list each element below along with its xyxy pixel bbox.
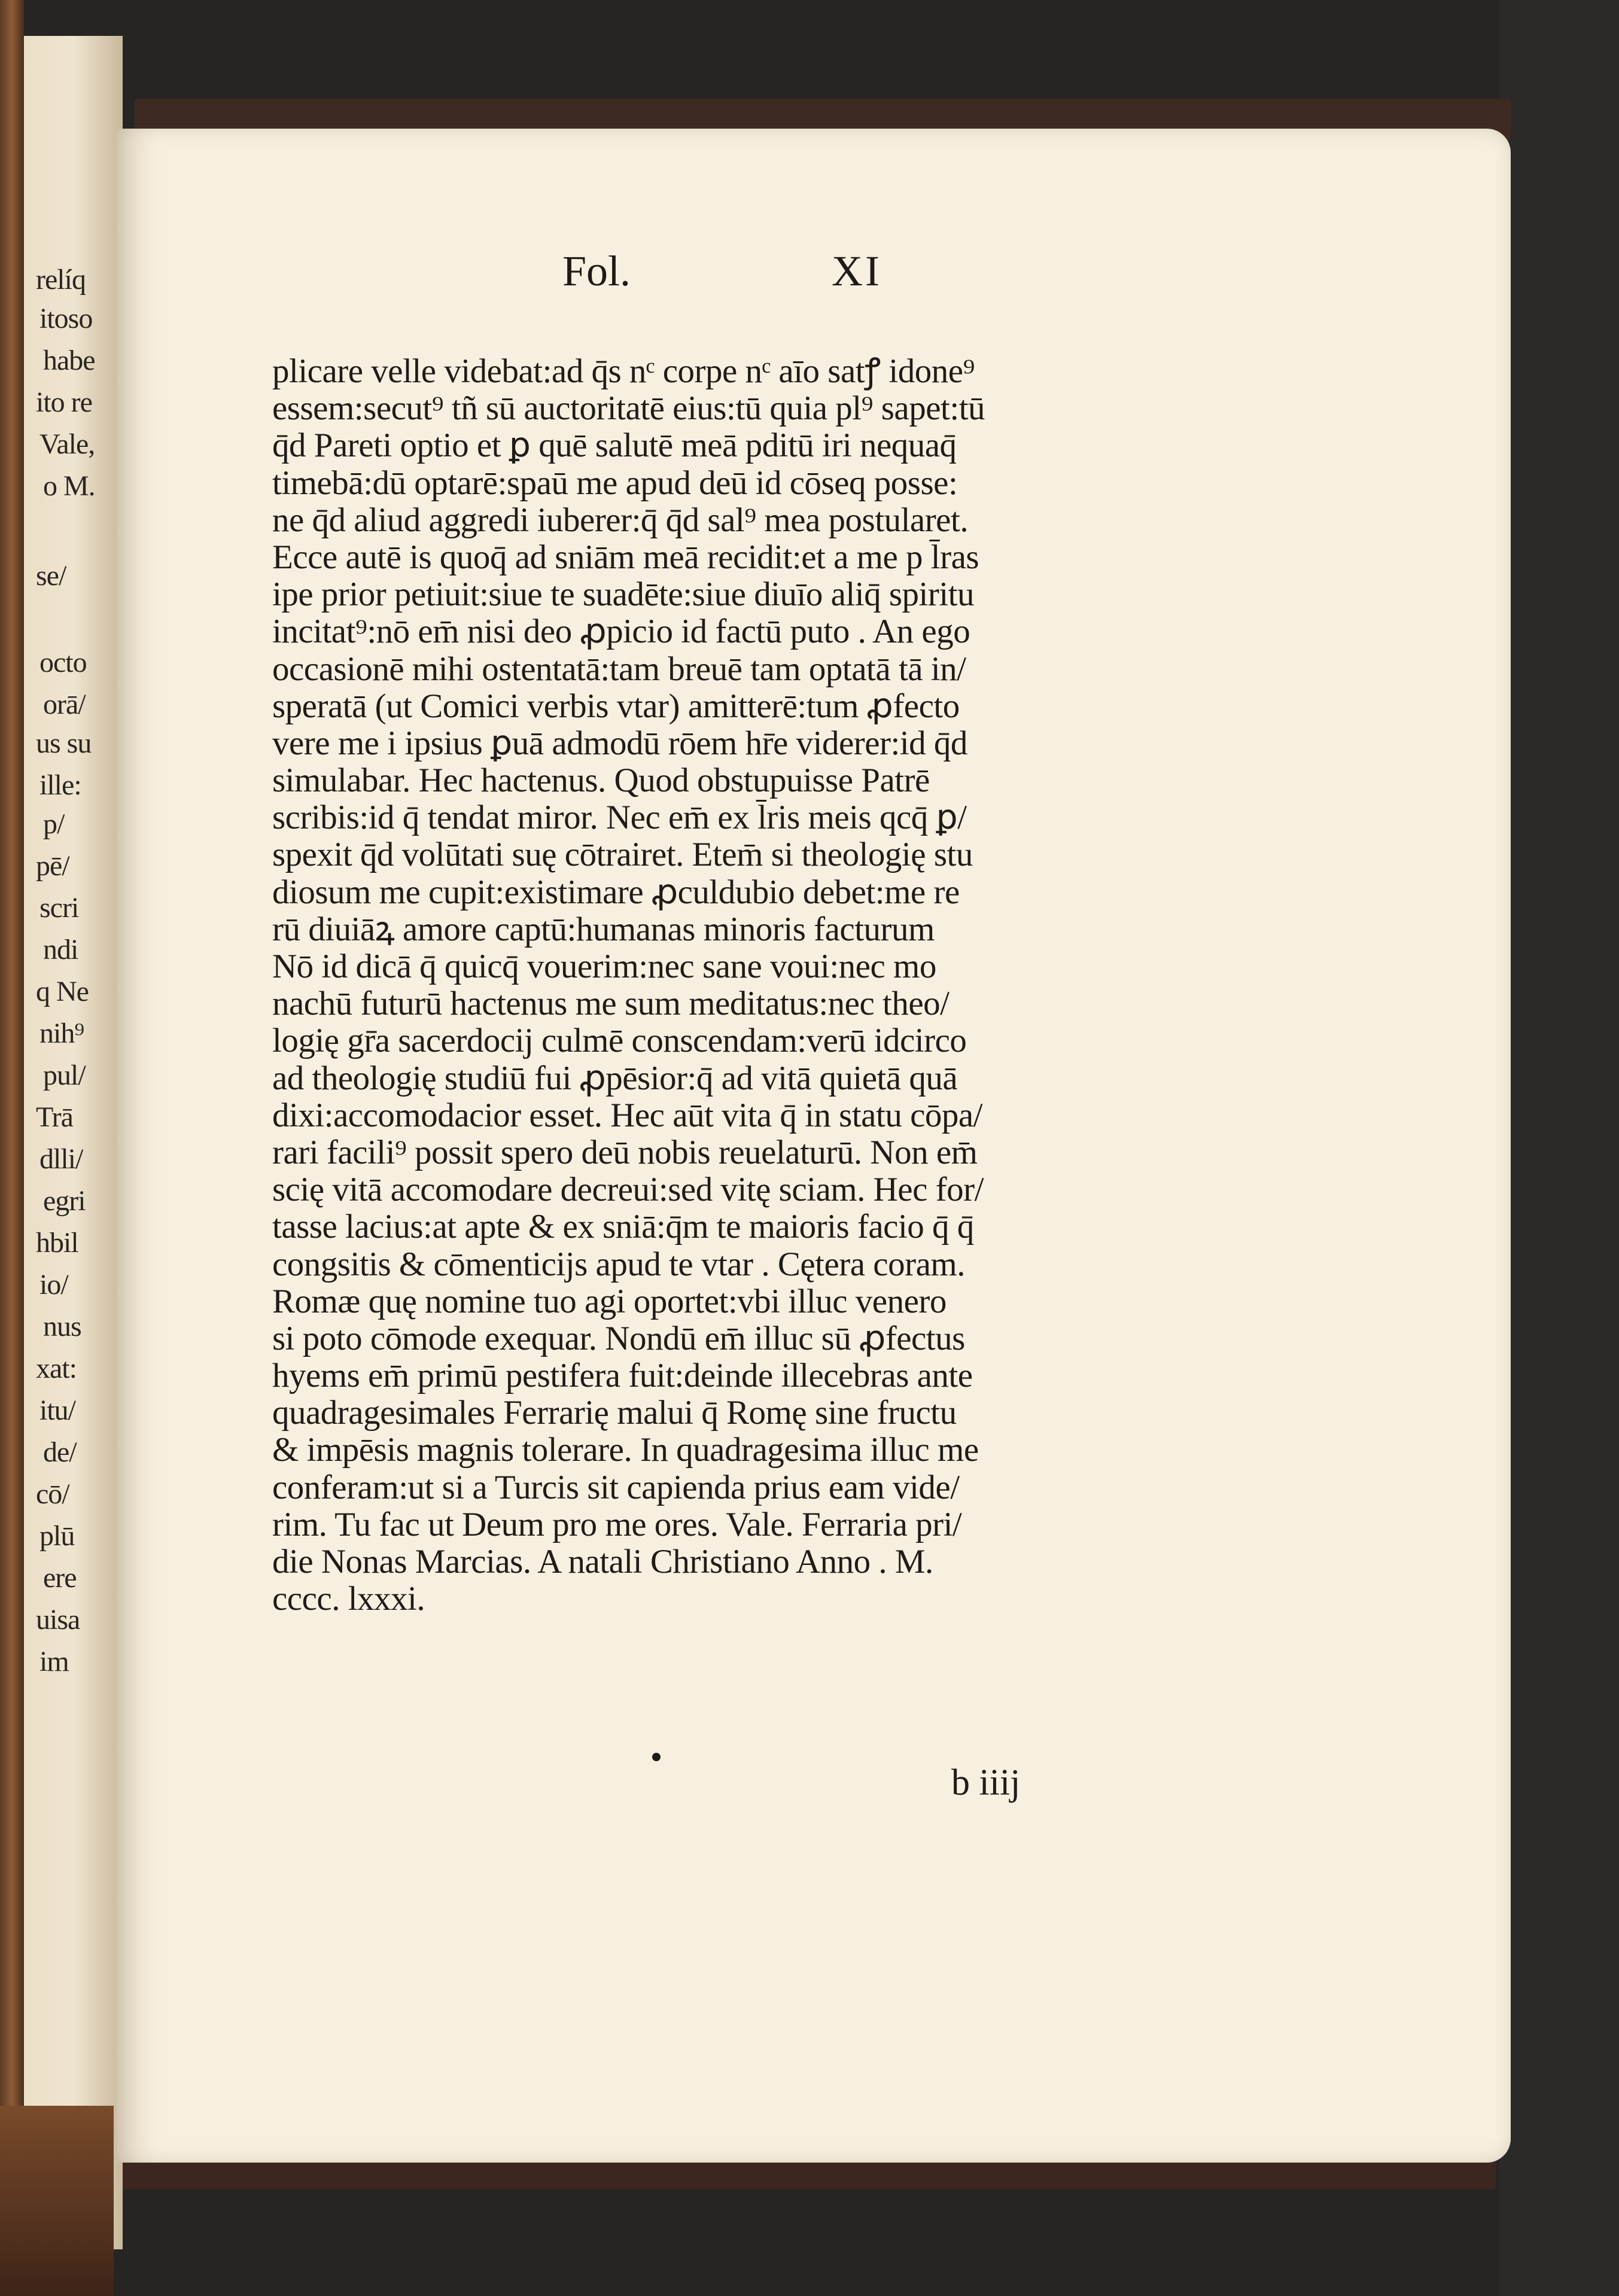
left-page-fragment: q Ne [36,976,89,1007]
text-line: ipe prior petiuit:siue te suadēte:siue diuīo aliq̄ spiritu [272,575,975,614]
text-line: timebā:dū optarē:spaū me apud deū id cōseq posse: [272,464,958,502]
left-page-fragment: se/ [36,560,66,592]
printer-dot [652,1753,661,1761]
text-line: rim. Tu fac ut Deum pro me ores. Vale. Ferraria pri/ [272,1505,962,1543]
text-line: diosum me cupit:existimare ꝓculdubio debet:me re [272,873,960,911]
text-line: cccc. lxxxi. [272,1580,425,1618]
left-page-fragment: habe [43,345,95,376]
left-page-fragment: us su [36,727,92,759]
text-line: ad theologię studiū fui ꝓpēsior:q̄ ad vitā quietā quā [272,1059,958,1097]
text-line: essem:secut⁹ tñ sū auctoritatē eius:tū quia pl⁹ sapet:tū [272,389,985,428]
left-page-fragment: io/ [39,1269,68,1301]
text-line: Nō id dicā q̄ quicq̄ vouerim:nec sane voui:nec mo [272,948,936,985]
background-right [1499,0,1619,2296]
text-line: die Nonas Marcias. A natali Christiano Anno . M. [272,1543,933,1581]
text-line: tasse lacius:at apte & ex sniā:q̄m te maioris facio q̄ q̄ [272,1208,974,1246]
text-line: Romæ quę nomine tuo agi oportet:vbi illuc venero [272,1282,947,1320]
left-page-fragment: ito re [36,386,92,418]
left-page-fragment: relíq [36,264,86,296]
left-page-fragment: im [39,1646,69,1677]
text-line: vere me i ipsius ꝑuā admodū rōem hr̄e viderer:id q̄d [272,724,967,762]
text-line: plicare velle videbat:ad q̄s nᶜ corpe nᶜ aīo satꝭ idone⁹ [272,352,975,390]
book-spine [0,0,24,2296]
left-page-fragment: ere [43,1562,77,1594]
text-line: si poto cōmode exequar. Nondū em̄ illuc sū ꝓfectus [272,1319,965,1357]
text-line: congsitis & cōmenticijs apud te vtar . Cętera coram. [272,1245,965,1283]
text-line: ne q̄d aliud aggredi iuberer:q̄ q̄d sal⁹ mea postularet. [272,501,969,539]
text-line: simulabar. Hec hactenus. Quod obstupuisse Patrē [272,762,930,800]
left-page-fragment: scri [39,892,79,924]
left-page-fragment: pul/ [43,1059,86,1091]
text-line: Ecce autē is quoq̄ ad sniām meā recidit:et a me p l̄ras [272,538,979,576]
text-line: scribis:id q̄ tendat miror. Nec em̄ ex l̄ris meis qcq̄ ꝑ/ [272,799,967,837]
text-line: rari facili⁹ possit spero deū nobis reuelaturū. Non em̄ [272,1133,978,1171]
left-page-fragment: o M. [43,470,95,502]
left-page-fragment: itu/ [39,1394,76,1426]
left-page-fragment: hbil [36,1227,78,1259]
left-page-fragment: pē/ [36,850,69,882]
left-page-fragment: uisa [36,1604,80,1636]
left-page-fragment: Vale, [39,428,95,460]
folio-number: XI [832,247,882,295]
text-line: speratā (ut Comici verbis vtar) amitterē:tum ꝓfecto [272,687,960,725]
text-line: spexit q̄d volūtati suę cōtrairet. Etem̄ si theologię stu [272,836,973,874]
text-line: incitat⁹:nō em̄ nisi deo ꝓpicio id factū puto . An ego [272,613,970,651]
text-line: quadragesimales Ferrarię malui q̄ Romę sine fructu [272,1394,957,1432]
left-page-fragment: nus [43,1311,81,1342]
left-page-fragment: plū [39,1520,75,1552]
left-page-fragment: Trā [36,1101,73,1133]
left-page-fragment: itoso [39,303,93,334]
text-line: & impēsis magnis tolerare. In quadragesima illuc me [272,1431,979,1469]
left-page-fragment: de/ [43,1436,77,1468]
left-page-fragment: egri [43,1185,86,1217]
text-line: conferam:ut si a Turcis sit capienda prius eam vide/ [272,1468,960,1506]
left-page-fragment: orā/ [43,689,86,720]
left-page-fragment: octo [39,647,87,678]
left-page-fragment: dlli/ [39,1143,83,1175]
text-line: dixi:accomodacior esset. Hec aūt vita q̄ in statu cōpa/ [272,1096,983,1134]
left-page-fragment: nih⁹ [39,1018,84,1049]
text-line: logię gr̄a sacerdocij culmē conscendam:verū idcirco [272,1022,967,1060]
text-line: q̄d Pareti optio et ꝑ quē salutē meā pditū iri nequaq̄ [272,427,957,465]
signature-mark: b iiij [951,1762,1021,1803]
left-page-fragment: ille: [39,769,81,801]
body-text [272,353,1140,1618]
text-line: scię vitā accomodare decreui:sed vitę sciam. Hec for/ [272,1171,984,1209]
text-line: hyems em̄ primū pestifera fuit:deinde illecebras ante [272,1357,973,1395]
text-line: occasionē mihi ostentatā:tam breuē tam optatā tā in/ [272,650,966,688]
left-page-fragment: xat: [36,1353,77,1384]
left-page-fragment: cō/ [36,1478,69,1510]
text-line: rū diuiāꝝ amore captū:humanas minoris facturum [272,910,935,948]
book-spine-bottom [0,2106,114,2296]
text-line: nachū futurū hactenus me sum meditatus:nec theo/ [272,985,950,1023]
folio-label: Fol. [562,247,631,295]
left-page-fragment: p/ [43,808,65,840]
left-page-fragment: ndi [43,934,78,966]
